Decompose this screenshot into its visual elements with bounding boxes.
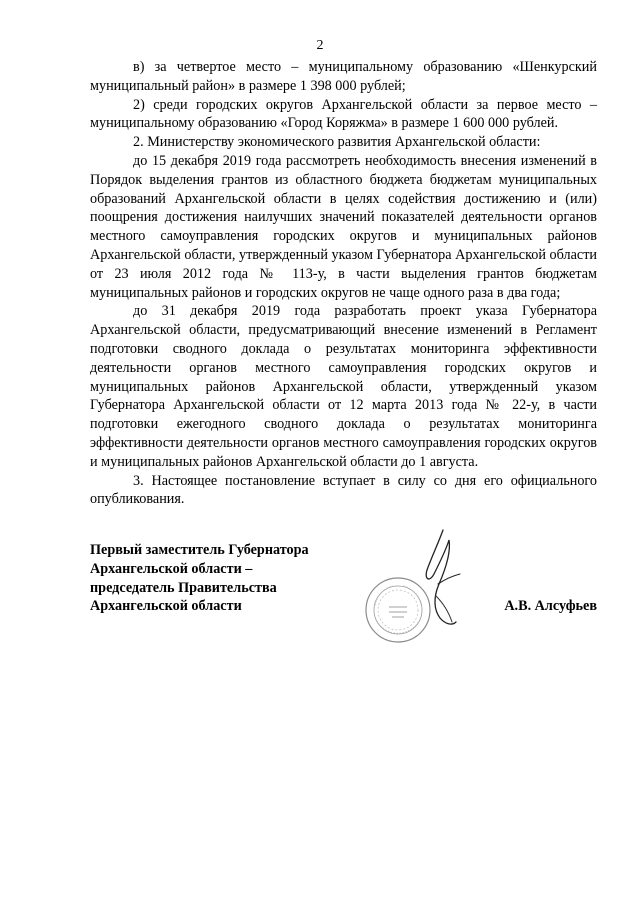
signer-name: А.В. Алсуфьев [504,598,597,614]
handwritten-signature [418,526,468,636]
signer-title: Первый заместитель Губернатора Архангельской области – председатель Правительства Архангельской области [90,542,309,615]
paragraph-clause-2: 2) среди городских округов Архангельской области за первое место – муниципальному образованию «Город Коряжма» в размере 1 600 000 рублей. [90,96,597,132]
paragraph-item-2: 2. Министерству экономического развития Архангельской области: [133,134,541,151]
paragraph-deadline-dec31: до 31 декабря 2019 года разработать проект указа Губернатора Архангельской области, предусматривающий внесение изменений в Регламент подготовки сводного доклада о результатах мониторинга эффективности деятельности органов местного самоуправления городских округов и муниципальных районов Архангельской области, утвержденный указом Губернатора Архангельской области от 12 марта 2013 года № 22-у, в части подготовки ежегодного сводного доклада о результатах мониторинга эффективности деятельности органов местного самоуправления городских округов и муниципальных районов Архангельской области до 1 августа. [90,303,597,470]
document-body [90,58,597,509]
paragraph-deadline-dec15: до 15 декабря 2019 года рассмотреть необходимость внесения изменений в Порядок выделения грантов из областного бюджета бюджетам муниципальных образований Архангельской области в целях содействия достижению и (или) поощрения достижения наилучших значений показателей деятельности органов местного самоуправления городских округов и муниципальных районов Архангельской области, утвержденный указом Губернатора Архангельской области от 23 июля 2012 года № 113-у, в части выделения грантов бюджетам муниципальных районов и городских округов не чаще одного раза в два года; [90,152,597,301]
signature-block [90,541,597,631]
paragraph-clause-v: в) за четвертое место – муниципальному образованию «Шенкурский муниципальный район» в размере 1 398 000 рублей; [90,59,597,94]
page-number: 2 [316,38,324,53]
paragraph-item-3: 3. Настоящее постановление вступает в силу со дня его официального опубликования. [90,472,597,508]
